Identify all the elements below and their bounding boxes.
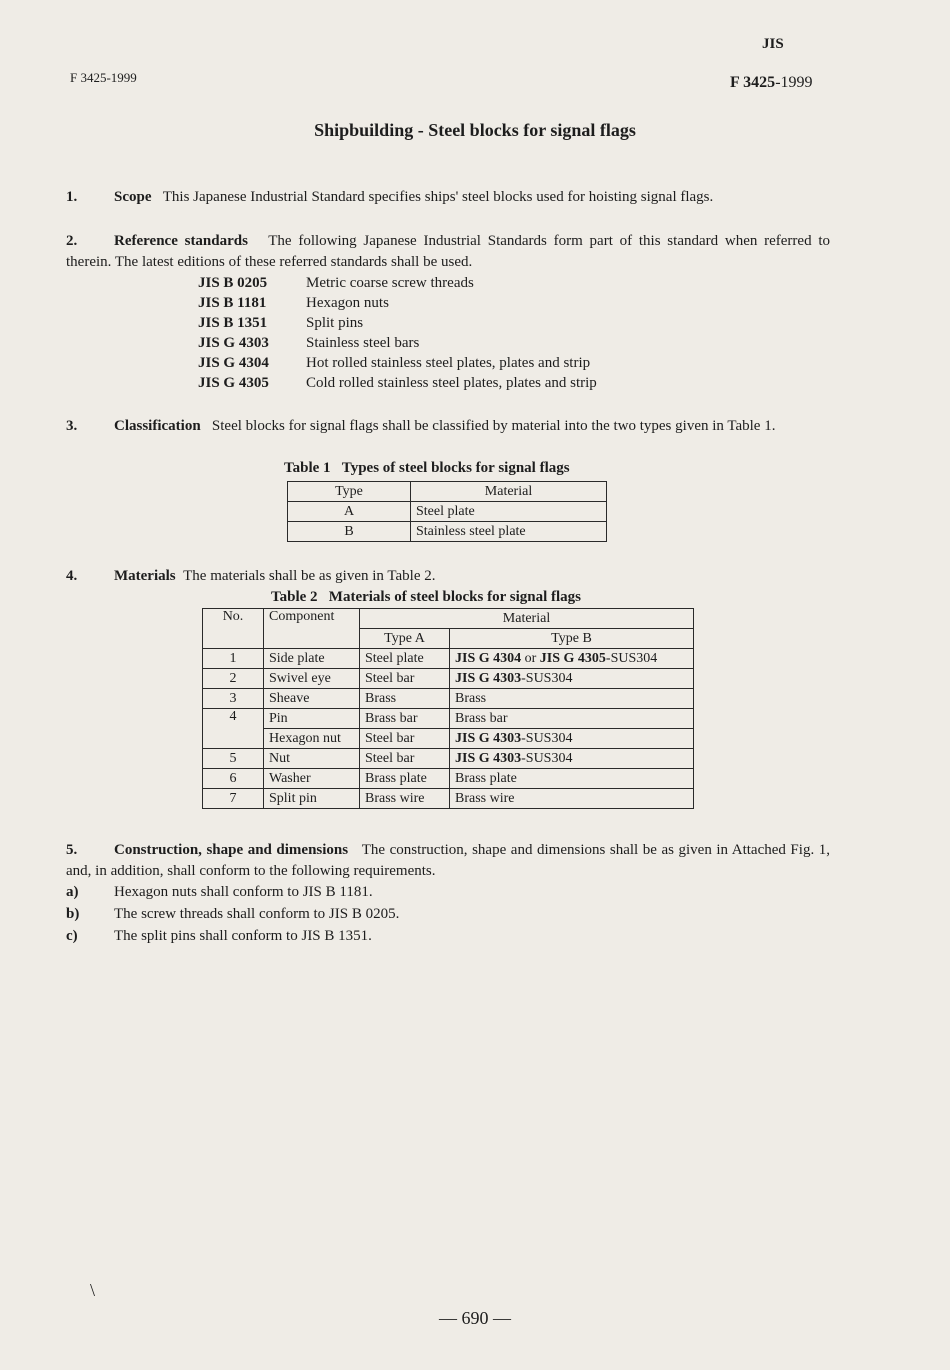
table-cell: Sheave (264, 689, 360, 709)
table-row (203, 729, 694, 749)
table-header: Type B (450, 629, 694, 649)
table-cell: Steel bar (360, 729, 450, 749)
grade-text: -SUS304 (521, 750, 573, 766)
reference-item (198, 313, 597, 333)
table2-caption-title: Materials of steel blocks for signal flags (328, 589, 581, 605)
table-cell: Brass wire (360, 789, 450, 809)
table-cell: Steel bar (360, 749, 450, 769)
table-cell: Steel plate (360, 649, 450, 669)
header-code-main: F 3425 (730, 74, 776, 91)
section-text: The materials shall be as given in Table 2. (183, 568, 436, 584)
table-cell: Pin (264, 709, 360, 729)
table-header: Component (264, 609, 360, 649)
section-text: The construction, shape and dimensions shall be as given in Attached Fig. 1, and, in addition, shall conform to the following requirements. (66, 842, 830, 879)
std-code: JIS G 4303 (455, 670, 522, 686)
reference-title: Cold rolled stainless steel plates, plates and strip (306, 375, 597, 391)
requirement-item (66, 904, 399, 925)
header-code-left: F 3425-1999 (70, 70, 137, 85)
table-header: Material (360, 609, 694, 629)
grade-text: -SUS304 (521, 670, 573, 686)
header-jis: JIS (762, 36, 784, 52)
table-cell: Brass bar (450, 709, 694, 729)
table-header-row (203, 609, 694, 629)
table-cell: Brass bar (360, 709, 450, 729)
requirement-item (66, 882, 373, 903)
table2 (202, 608, 694, 809)
table-cell: Brass plate (450, 769, 694, 789)
table-row (203, 789, 694, 809)
table-row (288, 522, 607, 542)
table-cell: Washer (264, 769, 360, 789)
table-header: Type A (360, 629, 450, 649)
page-title: Shipbuilding - Steel blocks for signal flags (314, 120, 636, 140)
section-heading: Scope (114, 189, 152, 205)
table-cell: Nut (264, 749, 360, 769)
section-heading: Classification (114, 418, 201, 434)
reference-item (198, 333, 597, 353)
table-cell (450, 649, 694, 669)
reference-title: Hot rolled stainless steel plates, plates and strip (306, 355, 591, 371)
reference-code: JIS B 1351 (198, 315, 268, 331)
table-cell: Split pin (264, 789, 360, 809)
reference-title: Hexagon nuts (306, 295, 389, 311)
reference-item (198, 293, 597, 313)
reference-item (198, 273, 597, 293)
table-cell: B (288, 522, 411, 542)
table-cell (450, 669, 694, 689)
table-cell: 7 (203, 789, 264, 809)
requirement-text: The screw threads shall conform to JIS B 0205. (114, 906, 400, 922)
table-cell: 5 (203, 749, 264, 769)
table-header: Type (288, 482, 411, 502)
std-code: JIS G 4304 (455, 650, 522, 666)
table-cell: Hexagon nut (264, 729, 360, 749)
reference-code: JIS B 1181 (198, 295, 267, 311)
table1-caption (284, 460, 570, 477)
table1-caption-label: Table 1 (284, 460, 331, 476)
reference-code: JIS G 4304 (198, 355, 269, 371)
table2-caption (271, 589, 581, 606)
section-heading: Construction, shape and dimensions (114, 842, 349, 858)
section-heading: Reference standards (114, 233, 248, 249)
table-cell: Steel plate (411, 502, 607, 522)
table-cell: Steel bar (360, 669, 450, 689)
table-row (203, 769, 694, 789)
page-number: — 690 — (439, 1308, 511, 1328)
section-classification (66, 416, 830, 437)
table-cell: 1 (203, 649, 264, 669)
section-materials (66, 566, 830, 587)
table-cell: Brass plate (360, 769, 450, 789)
requirement-label: b) (66, 906, 80, 922)
requirement-text: The split pins shall conform to JIS B 1351. (114, 928, 372, 944)
table1-caption-title: Types of steel blocks for signal flags (341, 460, 570, 476)
table-row (203, 649, 694, 669)
header-code-right (730, 74, 813, 92)
table-cell: 2 (203, 669, 264, 689)
table-cell: Swivel eye (264, 669, 360, 689)
grade-text: -SUS304 (521, 730, 573, 746)
table1 (287, 481, 607, 542)
section-text: The following Japanese Industrial Standards form part of this standard when referred to therein. The latest editions of these referred standards shall be used. (66, 233, 831, 270)
table-header: Material (411, 482, 607, 502)
requirement-label: c) (66, 928, 78, 944)
section-text: Steel blocks for signal flags shall be classified by material into the two types given in Table 1. (211, 418, 776, 434)
requirement-label: a) (66, 884, 79, 900)
std-code: JIS G 4303 (455, 750, 522, 766)
std-code: JIS G 4303 (455, 730, 522, 746)
table-row (203, 749, 694, 769)
section-heading: Materials (114, 568, 176, 584)
table-cell: Brass (450, 689, 694, 709)
table-cell (450, 749, 694, 769)
table-cell: A (288, 502, 411, 522)
table-cell: Stainless steel plate (411, 522, 607, 542)
reference-title: Stainless steel bars (306, 335, 420, 351)
reference-code: JIS G 4305 (198, 375, 269, 391)
table-header-row (288, 482, 607, 502)
margin-mark: \ (90, 1280, 96, 1300)
table-row (203, 689, 694, 709)
reference-code: JIS B 0205 (198, 275, 268, 291)
grade-text: -SUS304 (605, 650, 658, 666)
section-number: 4. (66, 568, 78, 584)
table-cell (450, 729, 694, 749)
reference-item (198, 353, 597, 373)
table-header: No. (203, 609, 264, 649)
reference-title: Split pins (306, 315, 364, 331)
section-reference-standards (66, 231, 830, 273)
table-cell: 4 (203, 709, 264, 749)
table-cell: 3 (203, 689, 264, 709)
table2-caption-label: Table 2 (271, 589, 318, 605)
table-cell: 6 (203, 769, 264, 789)
table-cell: Brass wire (450, 789, 694, 809)
section-number: 5. (66, 842, 78, 858)
reference-title: Metric coarse screw threads (306, 275, 474, 291)
reference-list (198, 273, 597, 393)
table-row (203, 669, 694, 689)
table-cell: Brass (360, 689, 450, 709)
std-code: JIS G 4305 (539, 650, 606, 666)
section-number: 1. (66, 189, 78, 205)
section-construction (66, 840, 830, 882)
section-number: 2. (66, 233, 78, 249)
section-scope (66, 187, 830, 208)
table-row (203, 709, 694, 729)
table-row (288, 502, 607, 522)
reference-item (198, 373, 597, 393)
reference-code: JIS G 4303 (198, 335, 269, 351)
connector-text: or (521, 650, 540, 666)
table-cell: Side plate (264, 649, 360, 669)
requirement-text: Hexagon nuts shall conform to JIS B 1181. (114, 884, 373, 900)
requirement-item (66, 926, 372, 947)
section-text: This Japanese Industrial Standard specifies ships' steel blocks used for hoisting signal flags. (162, 189, 714, 205)
header-code-year: -1999 (775, 74, 813, 91)
section-number: 3. (66, 418, 78, 434)
